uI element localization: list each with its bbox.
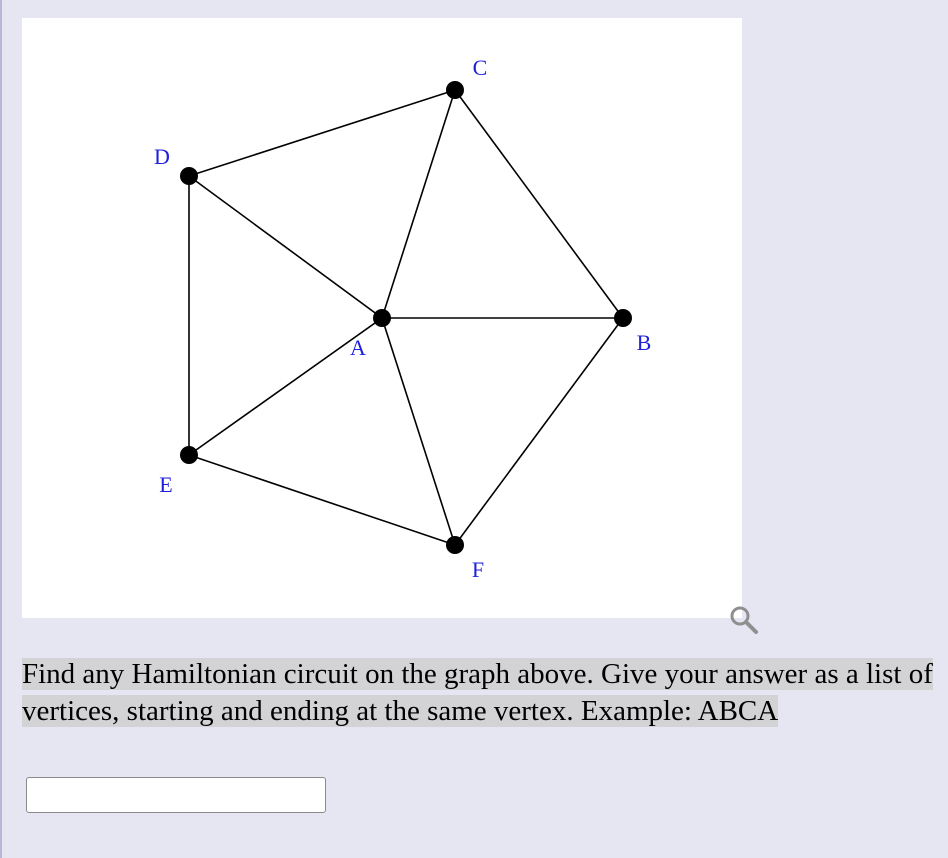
vertex-D xyxy=(180,167,198,185)
edge-AC xyxy=(382,90,455,318)
question-highlight: Find any Hamiltonian circuit on the graph above. Give your answer as a list of vertices, starting and ending at the same vertex. Example: ABCA xyxy=(22,658,933,727)
edge-FE xyxy=(189,455,455,545)
edge-AD xyxy=(189,176,382,318)
graph-figure xyxy=(22,18,742,618)
vertex-C xyxy=(446,81,464,99)
vertex-F xyxy=(446,536,464,554)
vertex-label-A: A xyxy=(350,335,366,360)
edge-BF xyxy=(455,318,623,545)
vertex-label-E: E xyxy=(159,472,173,497)
edge-AF xyxy=(382,318,455,545)
left-border xyxy=(0,0,2,858)
vertex-A xyxy=(373,309,391,327)
magnifier-icon[interactable] xyxy=(728,604,762,638)
vertex-label-C: C xyxy=(472,55,488,80)
vertex-label-B: B xyxy=(636,330,652,355)
question-text xyxy=(22,656,942,730)
edge-DC xyxy=(189,90,455,176)
vertex-E xyxy=(180,446,198,464)
graph-svg xyxy=(22,18,742,618)
edges xyxy=(189,90,623,545)
vertex-label-D: D xyxy=(154,144,170,169)
edge-CB xyxy=(455,90,623,318)
answer-input[interactable] xyxy=(26,777,326,813)
vertex-label-F: F xyxy=(471,557,485,582)
vertex-B xyxy=(614,309,632,327)
